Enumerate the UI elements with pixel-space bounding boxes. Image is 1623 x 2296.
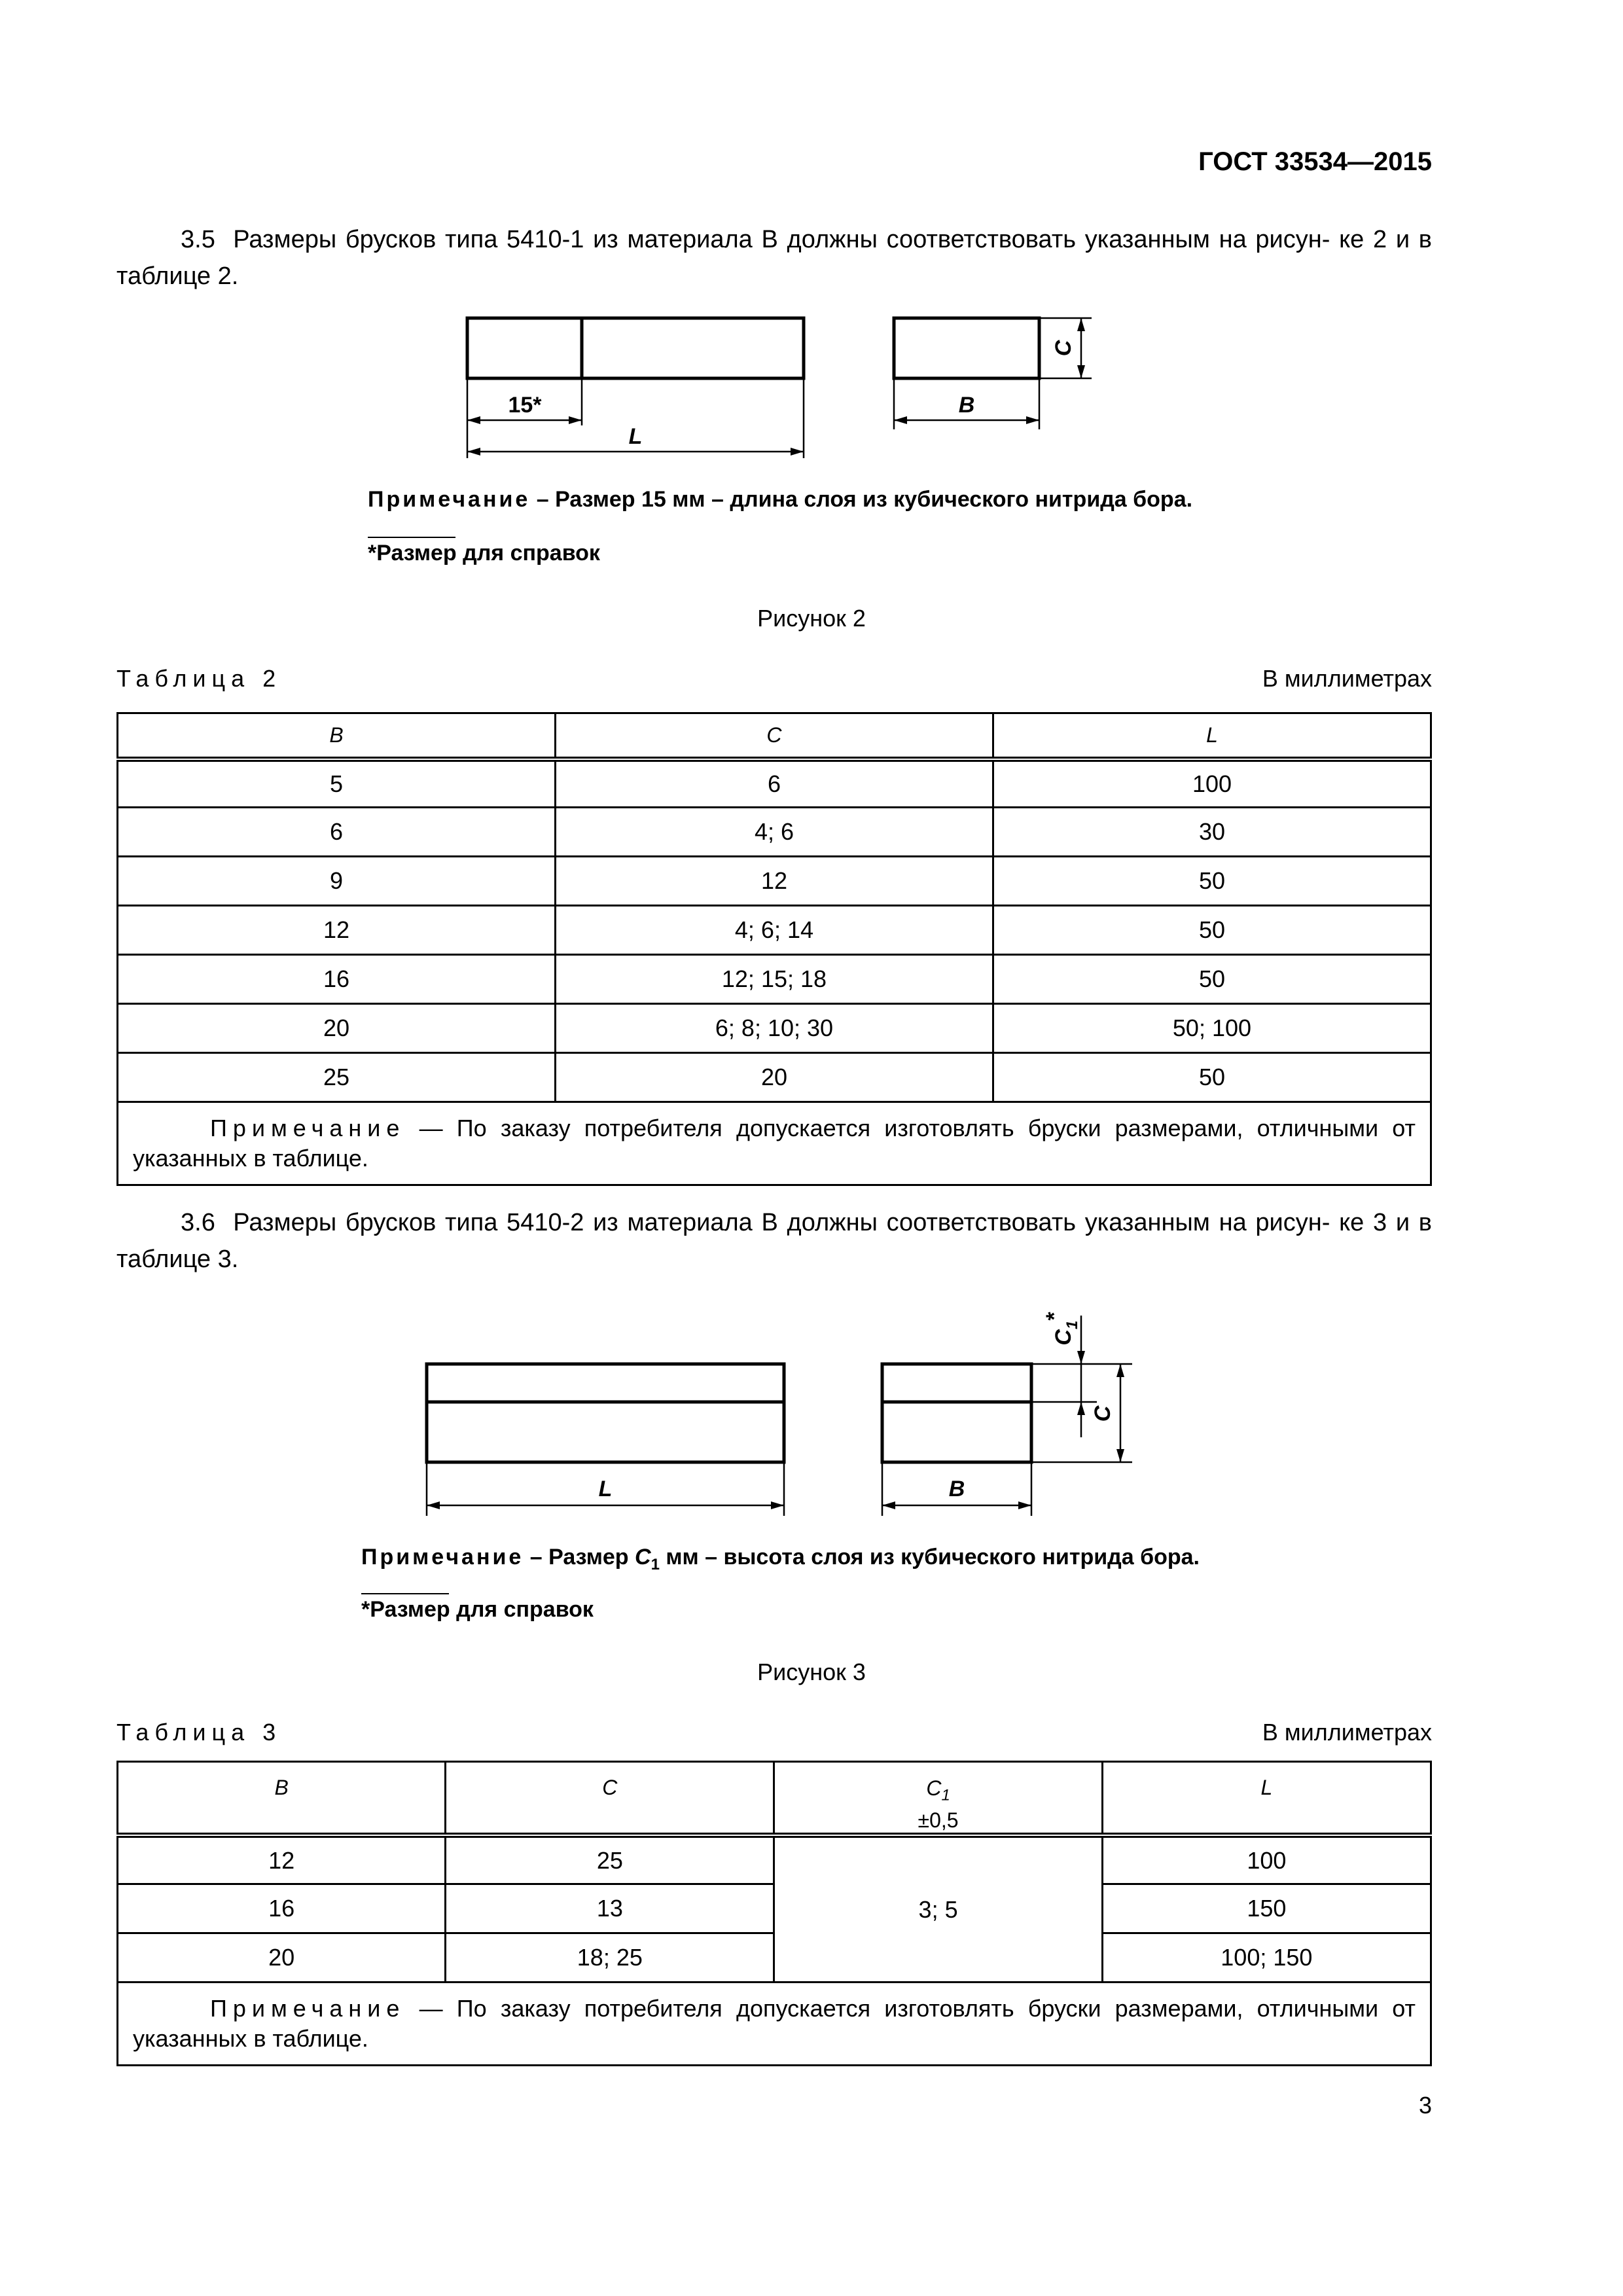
figure-3-footnote: *Размер для справок: [361, 1597, 594, 1622]
column-header-L: L: [1102, 1762, 1431, 1836]
table-3-units: В миллиметрах: [1262, 1719, 1432, 1746]
note-text-a: – Размер: [524, 1545, 635, 1570]
note-subscript: 1: [651, 1555, 660, 1573]
dim-L-label: L: [628, 424, 643, 449]
footnote-rule: [368, 537, 455, 538]
figure-3-drawing: [0, 1283, 1623, 1532]
table-cell: 100; 150: [1102, 1933, 1431, 1982]
table-cell: 50; 100: [993, 1004, 1431, 1053]
figure-3-note: [361, 1545, 1200, 1574]
table-cell: 20: [118, 1004, 556, 1053]
table-cell: 5: [118, 759, 556, 808]
column-header-L: L: [993, 713, 1431, 759]
note-label: Примечание: [210, 1994, 406, 2022]
table-row: [118, 906, 1431, 955]
note-label: Примечание: [368, 487, 531, 512]
table-cell: 16: [118, 955, 556, 1004]
table-cell: 18; 25: [446, 1933, 774, 1982]
column-header-B: B: [118, 1762, 446, 1836]
note-label: Примечание: [361, 1545, 524, 1570]
table-cell: 13: [446, 1884, 774, 1933]
table-cell: 25: [446, 1835, 774, 1884]
table-cell: 20: [118, 1933, 446, 1982]
table-2: [116, 712, 1432, 1186]
dim-15-label: 15*: [508, 393, 542, 418]
table-cell: 25: [118, 1053, 556, 1102]
note-text: – Размер 15 мм – длина слоя из кубического нитрида бора.: [530, 487, 1193, 512]
page-number: 3: [1418, 2092, 1432, 2119]
paragraph-3-6: [116, 1204, 1432, 1278]
table-2-note: [118, 1102, 1431, 1185]
table-row: [118, 1053, 1431, 1102]
section-number: 3.5: [181, 226, 215, 253]
table-cell: 9: [118, 857, 556, 906]
figure-2-footnote: *Размер для справок: [368, 541, 600, 565]
table-cell: 12: [118, 1835, 446, 1884]
table-cell: 16: [118, 1884, 446, 1933]
column-header-C1: $C_1$ ±0,5: [774, 1762, 1102, 1836]
dim-C-label: C: [1051, 340, 1076, 357]
table-cell: 20: [555, 1053, 993, 1102]
column-header-C: C: [555, 713, 993, 759]
note-text: — По заказу потребителя допускается изготовлять бруски размерами, отличными от указанных в таблице.: [133, 1994, 1416, 2052]
column-header-C: C: [446, 1762, 774, 1836]
table-row: [118, 808, 1431, 857]
table-row: [118, 955, 1431, 1004]
figure-3-caption: Рисунок 3: [757, 1659, 866, 1685]
dim-L-label: L: [598, 1477, 613, 1501]
dim-C1-label: $C_1*$: [1042, 1312, 1081, 1346]
table-cell: 150: [1102, 1884, 1431, 1933]
table-cell: 50: [993, 1053, 1431, 1102]
footnote-rule: [361, 1593, 449, 1594]
note-text-b: мм – высота слоя из кубического нитрида бора.: [659, 1545, 1200, 1570]
figure-2-note: [368, 487, 1192, 512]
table-cell: 30: [993, 808, 1431, 857]
paragraph-text: Размеры брусков типа 5410-1 из материала В должны соответствовать указанным на рисун- ке 2 и в таблице 2.: [116, 226, 1432, 290]
table-header-row: [118, 1762, 1431, 1836]
document-id: ГОСТ 33534—2015: [1198, 147, 1432, 176]
table-cell: 4; 6; 14: [555, 906, 993, 955]
table-2-title: Таблица 2: [116, 665, 282, 692]
table-3-note: [118, 1982, 1431, 2065]
table-cell: 12: [555, 857, 993, 906]
table-cell: 6; 8; 10; 30: [555, 1004, 993, 1053]
paragraph-text: Размеры брусков типа 5410-2 из материала В должны соответствовать указанным на рисун- ке 3 и в таблице 3.: [116, 1209, 1432, 1273]
table-3: [116, 1761, 1432, 2066]
table-row: [118, 1835, 1431, 1884]
note-symbol-C: C: [635, 1545, 651, 1570]
table-note-row: [118, 1102, 1431, 1185]
table-2-units: В миллиметрах: [1262, 665, 1432, 692]
dim-C-label: C: [1090, 1405, 1115, 1422]
table-cell: 12: [118, 906, 556, 955]
table-cell: 100: [1102, 1835, 1431, 1884]
table-cell: 50: [993, 857, 1431, 906]
table-cell-merged: 3; 5: [774, 1835, 1102, 1982]
dim-B-label: B: [948, 1477, 965, 1501]
table-cell: 4; 6: [555, 808, 993, 857]
table-cell: 12; 15; 18: [555, 955, 993, 1004]
figure-2-caption: Рисунок 2: [757, 605, 866, 632]
table-row: [118, 1004, 1431, 1053]
note-label: Примечание: [210, 1115, 406, 1141]
table-3-title: Таблица 3: [116, 1719, 282, 1746]
note-text: — По заказу потребителя допускается изготовлять бруски размерами, отличными от указанных в таблице.: [133, 1115, 1416, 1172]
column-header-B: B: [118, 713, 556, 759]
table-cell: 100: [993, 759, 1431, 808]
table-cell: 6: [118, 808, 556, 857]
figure-2-drawing: [0, 0, 1623, 497]
dim-B-label: B: [958, 393, 975, 418]
table-row: [118, 857, 1431, 906]
table-row: [118, 759, 1431, 808]
section-number: 3.6: [181, 1209, 215, 1236]
table-cell: 50: [993, 906, 1431, 955]
table-note-row: [118, 1982, 1431, 2065]
table-cell: 6: [555, 759, 993, 808]
table-cell: 50: [993, 955, 1431, 1004]
table-header-row: [118, 713, 1431, 759]
